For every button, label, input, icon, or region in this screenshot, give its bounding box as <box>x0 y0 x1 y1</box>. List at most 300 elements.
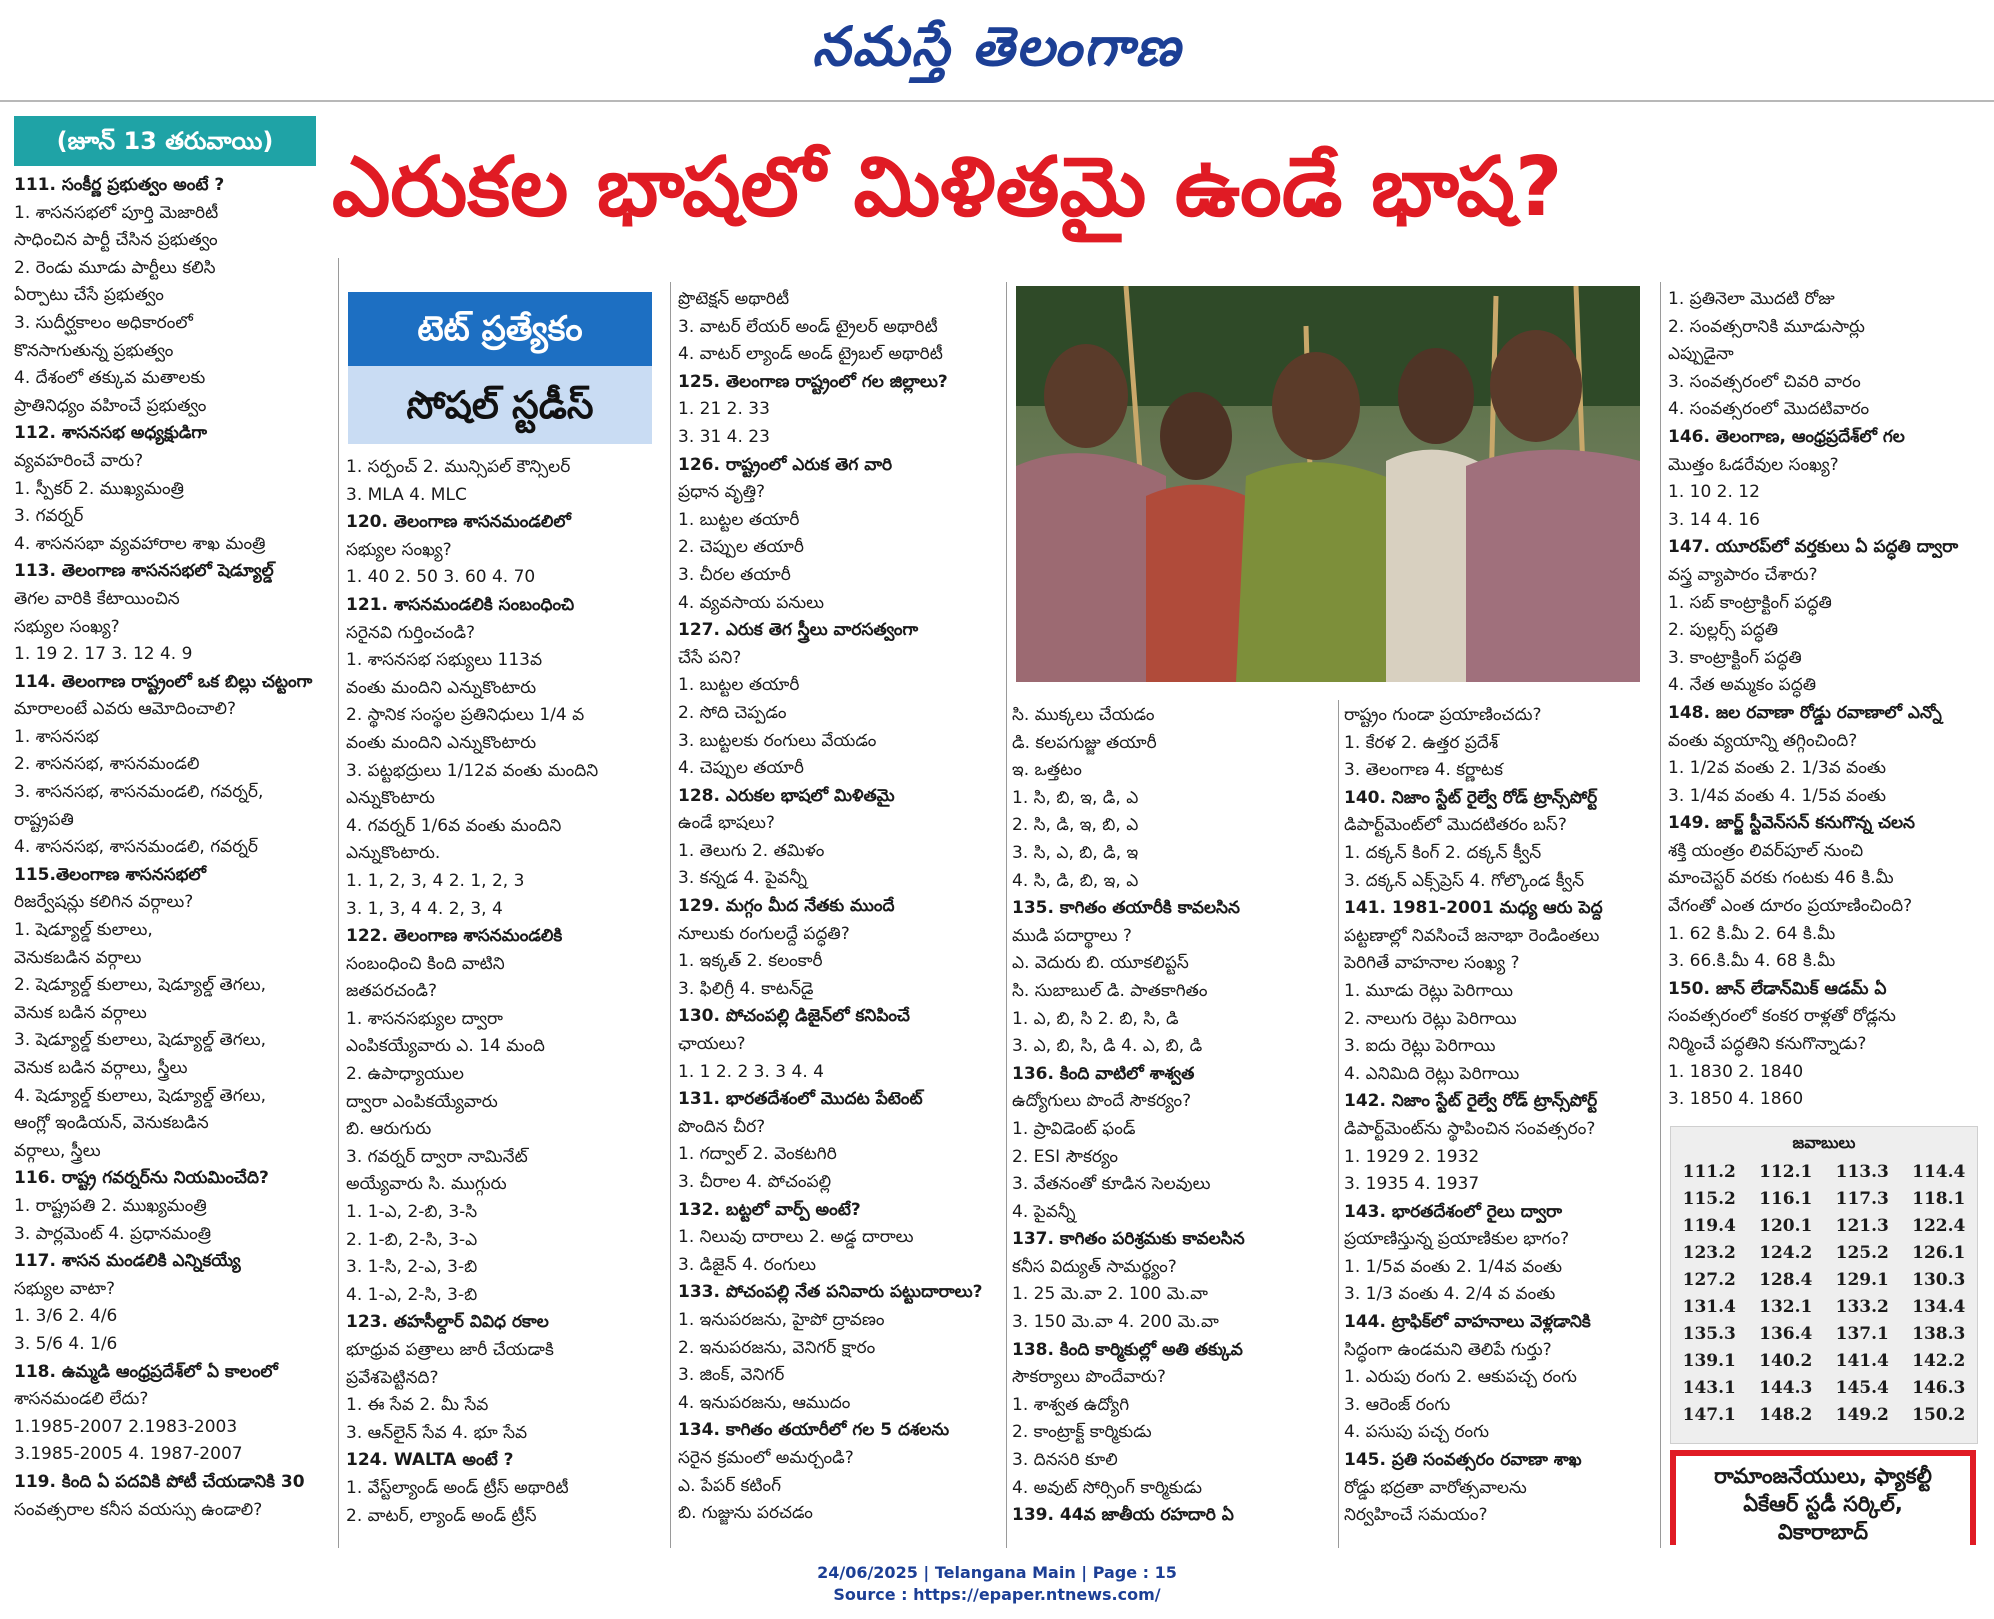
question-line: 4. గవర్నర్ 1/6వ వంతు మందిని <box>346 815 562 836</box>
answer-key-cell: 120.1 <box>1759 1216 1813 1236</box>
answer-key-row <box>1671 1267 1977 1294</box>
question-line: అయ్యేవారు సి. ముగ్గురు <box>346 1174 507 1195</box>
question-line: వెనుక బడిన వర్గాలు, స్త్రీలు <box>14 1058 188 1078</box>
question-line: 4. దేశంలో తక్కువ మతాలకు <box>14 368 206 389</box>
question-line: 3. ఐదు రెట్లు పెరిగాయి <box>1344 1036 1496 1057</box>
answer-key-row <box>1671 1348 1977 1375</box>
question-line: 3. వేతనంతో కూడిన సెలవులు <box>1012 1174 1211 1195</box>
question-line: 3. కాంట్రాక్టింగ్ పద్ధతి <box>1668 647 1802 668</box>
question-line: 1. గద్వాల్ 2. వెంకటగిరి <box>678 1144 837 1165</box>
question-line: 3. కన్నడ 4. పైవన్నీ <box>678 868 807 889</box>
question-text: 111. సంకీర్ణ ప్రభుత్వం అంటే ? <box>14 175 225 195</box>
question-line: 1. 3/6 2. 4/6 <box>14 1306 118 1327</box>
answer-key-cell: 123.2 <box>1682 1243 1736 1263</box>
question-line: 1. ఎరుపు రంగు 2. ఆకుపచ్చ రంగు <box>1344 1367 1577 1388</box>
author-institute: ఏకేఆర్ స్టడీ సర్కిల్, <box>1743 1492 1903 1516</box>
column-divider <box>670 282 671 1548</box>
answer-key-cell: 121.3 <box>1835 1216 1889 1236</box>
question-text: 114. తెలంగాణ రాష్ట్రంలో ఒక బిల్లు చట్టంగా <box>14 671 313 692</box>
answer-key-cell: 124.2 <box>1759 1243 1813 1263</box>
question-line: 3. చీరాల 4. పోచంపల్లి <box>678 1172 832 1192</box>
question-line: సాధించిన పార్టీ చేసిన ప్రభుత్వం <box>14 230 218 251</box>
question-line: 1. 21 2. 33 <box>678 399 770 420</box>
question-line: ప్రాతినిధ్యం వహించే ప్రభుత్వం <box>14 395 207 416</box>
continuation-tag: (జూన్ 13 తరువాయి) <box>14 116 316 166</box>
tet-special-banner: టెట్ ప్రత్యేకం <box>348 292 652 366</box>
question-line: 1. సర్పంచ్ 2. మున్సిపల్ కౌన్సిలర్ <box>346 457 571 477</box>
answer-key-cell: 139.1 <box>1682 1351 1736 1371</box>
question-line: 2. వాటర్, ల్యాండ్ అండ్ ట్రీస్ <box>346 1505 537 1526</box>
question-line: 3. 31 4. 23 <box>678 426 770 447</box>
question-line: 3. సి, ఎ, బి, డి, ఇ <box>1012 842 1139 863</box>
footer-source: Source : https://epaper.ntnews.com/ <box>833 1585 1161 1604</box>
question-text: 123. తహసీల్దార్ వివిధ రకాల <box>346 1312 549 1333</box>
answer-key-cell: 142.2 <box>1912 1351 1966 1371</box>
question-text: 134. కాగితం తయారీలో గల 5 దశలను <box>678 1420 950 1441</box>
answer-key-cell: 128.4 <box>1759 1270 1813 1290</box>
question-line: 3. చీరల తయారీ <box>678 564 791 585</box>
answer-key-cell: 136.4 <box>1759 1324 1813 1344</box>
question-line: పెరిగితే వాహనాల సంఖ్య ? <box>1344 953 1520 974</box>
question-line: సంబంధించి కింది వాటిని <box>346 953 505 974</box>
question-line: 4. నేత అమ్మకం పద్ధతి <box>1668 675 1817 696</box>
question-text: 116. రాష్ట్ర గవర్నర్‌ను నియమించేది? <box>14 1168 269 1189</box>
question-line: సిద్ధంగా ఉండమని తెలిపే గుర్తు? <box>1344 1339 1552 1360</box>
question-text: 147. యూరప్‌లో వర్తకులు ఏ పద్ధతి ద్వారా <box>1668 537 1959 558</box>
question-line: 3. డిజైన్ 4. రంగులు <box>678 1254 817 1275</box>
page-footer <box>0 1562 1994 1606</box>
question-text: 138. కింది కార్మికుల్లో అతి తక్కువ <box>1012 1339 1243 1360</box>
question-text: 139. 44వ జాతీయ రహదారి ఏ <box>1012 1505 1234 1526</box>
question-line: 4. పసుపు పచ్చ రంగు <box>1344 1422 1489 1443</box>
question-line: 2. చెప్పుల తయారీ <box>678 537 804 558</box>
question-line: ఇ. ఒత్తటం <box>1012 760 1082 781</box>
question-line: ఉద్యోగులు పొందే సౌకర్యం? <box>1012 1091 1192 1112</box>
question-line: 1. శాశ్వత ఉద్యోగి <box>1012 1394 1130 1415</box>
question-line: నిర్వహించే సమయం? <box>1344 1505 1488 1526</box>
question-text: 118. ఉమ్మడి ఆంధ్రప్రదేశ్‌లో ఏ కాలంలో <box>14 1361 278 1382</box>
question-line: 2. కాంట్రాక్ట్ కార్మికుడు <box>1012 1422 1152 1443</box>
answer-key-cell: 122.4 <box>1912 1216 1966 1236</box>
question-line: 1. కేరళ 2. ఉత్తర ప్రదేశ్ <box>1344 732 1499 753</box>
question-text: 115.తెలంగాణ శాసనసభలో <box>14 864 206 885</box>
question-line: వస్త్ర వ్యాపారం చేశారు? <box>1668 564 1818 585</box>
question-line: 1. 10 2. 12 <box>1668 482 1760 503</box>
question-line: వంతు మందిని ఎన్నుకొంటారు <box>346 732 537 753</box>
question-line: 1. సి, బి, ఇ, డి, ఎ <box>1012 787 1139 808</box>
question-line: 1. ఇనుపరజను, హైపో ద్రావణం <box>678 1309 885 1330</box>
question-line: 3. బుట్టలకు రంగులు వేయడం <box>678 730 877 751</box>
question-line: 3. 1-సి, 2-ఎ, 3-బి <box>346 1257 478 1278</box>
question-line: ఎ. పేపర్ కటింగ్ <box>678 1475 782 1496</box>
masthead-divider <box>0 100 1994 102</box>
question-line: 1.1985-2007 2.1983-2003 <box>14 1416 238 1437</box>
question-line: ప్రవేశపెట్టినది? <box>346 1367 439 1388</box>
question-line: 1. ఈ సేవ 2. మీ సేవ <box>346 1395 489 1416</box>
answer-key-cell: 111.2 <box>1682 1162 1736 1182</box>
question-line: ప్రయాణిస్తున్న ప్రయాణికుల భాగం? <box>1344 1229 1570 1250</box>
question-line: సభ్యుల సంఖ్య? <box>346 539 452 560</box>
column-divider <box>1338 700 1339 1548</box>
question-line: 3. పార్లమెంట్ 4. ప్రధానమంత్రి <box>14 1223 212 1244</box>
question-line: భూధ్రువ పత్రాలు జారీ చేయడాకి <box>346 1340 554 1360</box>
question-line: 1. షెడ్యూల్డ్ కులాలు, <box>14 920 153 941</box>
question-line: 3. గవర్నర్ <box>14 506 84 527</box>
question-line: 3. సుదీర్ఘకాలం అధికారంలో <box>14 312 193 333</box>
question-line: 3. 1/4వ వంతు 4. 1/5వ వంతు <box>1668 785 1886 806</box>
column-divider <box>338 258 339 1548</box>
question-line: 3. జింక్, వెనిగర్ <box>678 1365 785 1386</box>
subject-banner: సోషల్ స్టడీస్ <box>348 366 652 444</box>
question-line: వేగంతో ఎంత దూరం ప్రయాణించింది? <box>1668 896 1913 917</box>
question-line: 3. పట్టభద్రులు 1/12వ వంతు మందిని <box>346 760 599 781</box>
question-line: 3. 66.కి.మీ 4. 68 కి.మీ <box>1668 951 1836 972</box>
question-line: 1. ప్రావిడెంట్ ఫండ్ <box>1012 1118 1136 1139</box>
article-column-2 <box>346 454 668 1554</box>
question-line: 1. శాసనసభలో పూర్తి మెజారిటీ <box>14 202 219 223</box>
question-line: 1. 1830 2. 1840 <box>1668 1061 1804 1082</box>
answer-key-cell: 141.4 <box>1835 1351 1889 1371</box>
question-text: 119. కింది ఏ పదవికి పోటీ చేయడానికి 30 <box>14 1471 305 1492</box>
question-text: 126. రాష్ట్రంలో ఎరుక తెగ వారి <box>678 454 893 475</box>
question-line: 4. శాసనసభ, శాసనమండలి, గవర్నర్ <box>14 837 258 858</box>
answer-key-cell: 125.2 <box>1835 1243 1889 1263</box>
answer-key-title: జవాబులు <box>1792 1133 1856 1152</box>
question-line: సి. సుబాబుల్ డి. పాతకాగితం <box>1012 980 1208 1001</box>
question-line: వర్గాలు, స్త్రీలు <box>14 1140 101 1161</box>
answer-key-row <box>1671 1294 1977 1321</box>
question-text: 127. ఎరుక తెగ స్త్రీలు వారసత్వంగా <box>678 620 919 641</box>
question-line: 1. దక్కన్ కింగ్ 2. దక్కన్ క్వీన్ <box>1344 842 1542 863</box>
question-line: బి. ఆరుగురు <box>346 1119 432 1140</box>
article-column-1 <box>14 172 334 1552</box>
question-line: సి. ముక్కలు చేయడం <box>1012 705 1155 725</box>
question-text: 133. పోచంపల్లి నేత పనివారు పట్టుదారాలు? <box>678 1282 983 1303</box>
answer-key-cell: 150.2 <box>1912 1405 1966 1425</box>
question-line: ద్వారా ఎంపికయ్యేవారు <box>346 1091 498 1112</box>
newspaper-logo: నమస్తే తెలంగాణ <box>812 14 1182 78</box>
question-line: 3. తెలంగాణ 4. కర్ణాటక <box>1344 760 1504 781</box>
answer-key-grid <box>1671 1159 1977 1429</box>
question-line: 4. 1-ఎ, 2-సి, 3-బి <box>346 1284 478 1305</box>
question-line: 1. రాష్ట్రపతి 2. ముఖ్యమంత్రి <box>14 1195 207 1216</box>
question-line: ప్రొటెక్షన్ అథారిటీ <box>678 289 790 309</box>
question-line: శక్తి యంత్రం లివర్‌పూల్ నుంచి <box>1668 840 1864 861</box>
answer-key-cell: 145.4 <box>1835 1378 1889 1398</box>
question-line: సరైన క్రమంలో అమర్చండి? <box>678 1447 854 1468</box>
question-line: 3. ఎ, బి, సి, డి 4. ఎ, బి, డి <box>1012 1036 1203 1057</box>
question-line: ఎంపికయ్యేవారు ఎ. 14 మంది <box>346 1036 545 1057</box>
question-line: మారాలంటే ఎవరు ఆమోదించాలి? <box>14 699 236 720</box>
question-line: 3. సంవత్సరంలో చివరి వారం <box>1668 371 1861 392</box>
question-line: 3. 14 4. 16 <box>1668 509 1760 530</box>
question-text: 135. కాగితం తయారీకి కావలసిన <box>1012 898 1240 919</box>
author-credit <box>1670 1450 1976 1545</box>
question-line: 1. తెలుగు 2. తమిళం <box>678 840 825 861</box>
question-line: 3.1985-2005 4. 1987-2007 <box>14 1444 243 1465</box>
answer-key-cell: 127.2 <box>1682 1270 1736 1290</box>
question-text: 125. తెలంగాణ రాష్ట్రంలో గల జిల్లాలు? <box>678 371 948 392</box>
answer-key-cell: 134.4 <box>1912 1297 1966 1317</box>
answer-key-cell: 140.2 <box>1759 1351 1813 1371</box>
question-text: 150. జాన్ లేడాన్‌మిక్ ఆడమ్ ఏ <box>1668 978 1887 999</box>
column-divider <box>1006 282 1007 1548</box>
question-line: 3. గవర్నర్ ద్వారా నామినేట్ <box>346 1146 528 1167</box>
question-line: రోడ్డు భద్రతా వారోత్సవాలను <box>1344 1477 1527 1498</box>
question-line: ఎప్పుడైనా <box>1668 344 1734 365</box>
photo-illustration <box>1016 286 1640 682</box>
answer-key-row <box>1671 1186 1977 1213</box>
answer-key-cell: 147.1 <box>1682 1405 1736 1425</box>
article-column-5 <box>1344 702 1658 1552</box>
question-text: 132. బట్టలో వార్ప్ అంటే? <box>678 1199 861 1220</box>
question-text: 137. కాగితం పరిశ్రమకు కావలసిన <box>1012 1229 1245 1250</box>
answer-key-cell: 148.2 <box>1759 1405 1813 1425</box>
question-text: 120. తెలంగాణ శాసనమండలిలో <box>346 512 571 533</box>
question-line: రిజర్వేషన్లు కలిగిన వర్గాలు? <box>14 892 194 913</box>
question-line: 3. MLA 4. MLC <box>346 484 467 505</box>
question-line: కనీస విద్యుత్ సామర్థ్యం? <box>1012 1256 1177 1277</box>
question-line: తెగల వారికి కేటాయించిన <box>14 588 180 609</box>
question-line: 1. శాసనసభ్యుల ద్వారా <box>346 1008 503 1029</box>
question-line: 1. 62 కి.మీ 2. 64 కి.మీ <box>1668 923 1836 944</box>
question-line: వెనుక బడిన వర్గాలు <box>14 1002 147 1023</box>
question-line: 1. 19 2. 17 3. 12 4. 9 <box>14 644 193 665</box>
answer-key-row <box>1671 1375 1977 1402</box>
question-line: 3. ఆరెంజ్ రంగు <box>1344 1394 1451 1415</box>
question-line: 3. వాటర్ లేయర్ అండ్ ట్రైలర్ అథారిటీ <box>678 316 938 337</box>
answer-key-cell: 115.2 <box>1682 1189 1736 1209</box>
answer-key-cell: 114.4 <box>1912 1162 1966 1182</box>
answer-key-cell: 138.3 <box>1912 1324 1966 1344</box>
question-line: 3. 1850 4. 1860 <box>1668 1089 1804 1110</box>
question-line: 4. చెప్పుల తయారీ <box>678 758 804 779</box>
answer-key-cell: 113.3 <box>1835 1162 1889 1182</box>
question-line: ముడి పదార్థాలు ? <box>1012 925 1132 946</box>
question-line: 4. శాసనసభా వ్యవహారాల శాఖ మంత్రి <box>14 533 266 554</box>
answer-key-row <box>1671 1240 1977 1267</box>
question-text: 143. భారతదేశంలో రైలు ద్వారా <box>1344 1201 1563 1222</box>
question-line: 3. శాసనసభ, శాసనమండలి, గవర్నర్, <box>14 782 264 803</box>
question-text: 117. శాసన మండలికి ఎన్నికయ్యే <box>14 1251 241 1272</box>
question-line: 1. స్పీకర్ 2. ముఖ్యమంత్రి <box>14 478 184 499</box>
footer-date-page: 24/06/2025 | Telangana Main | Page : 15 <box>817 1563 1177 1582</box>
question-line: 1. 1/5వ వంతు 2. 1/4వ వంతు <box>1344 1256 1562 1277</box>
question-line: ప్రధాన వృత్తి? <box>678 482 766 503</box>
question-line: 1. ఇక్కత్ 2. కలంకారీ <box>678 951 823 972</box>
question-line: 3. 1/3 వంతు 4. 2/4 వ వంతు <box>1344 1284 1556 1305</box>
question-line: 1. మూడు రెట్లు పెరిగాయి <box>1344 980 1514 1001</box>
question-line: 1. శాసనసభ <box>14 726 99 747</box>
question-text: 112. శాసనసభ అధ్యక్షుడిగా <box>14 423 208 444</box>
question-text: 141. 1981-2001 మధ్య ఆరు పెద్ద <box>1344 898 1603 919</box>
question-text: 148. జల రవాణా రోడ్డు రవాణాలో ఎన్నో <box>1668 702 1942 723</box>
question-line: 1. బుట్టల తయారీ <box>678 675 800 696</box>
question-line: రాష్ట్రపతి <box>14 809 74 830</box>
author-place: వికారాబాద్ <box>1777 1520 1869 1544</box>
question-line: 3. ఫిలిగ్రీ 4. కాటన్‌డై <box>678 978 814 999</box>
question-line: 3. 1, 3, 4 4. 2, 3, 4 <box>346 898 503 919</box>
question-line: 4. పైవన్నీ <box>1012 1201 1076 1222</box>
answer-key-cell: 126.1 <box>1912 1243 1966 1263</box>
question-line: 1. 1929 2. 1932 <box>1344 1146 1480 1167</box>
question-line: చేసే పని? <box>678 647 742 668</box>
question-line: పొందిన చీర? <box>678 1116 766 1137</box>
question-line: 2. పుల్లర్స్ పద్ధతి <box>1668 620 1779 641</box>
question-line: సభ్యుల వాటా? <box>14 1278 116 1299</box>
answer-key-cell: 146.3 <box>1912 1378 1966 1398</box>
question-text: 142. నిజాం స్టేట్ రైల్వే రోడ్ ట్రాన్స్‌పోర్ట్ <box>1344 1091 1598 1112</box>
question-line: సరైనవి గుర్తించండి? <box>346 622 476 643</box>
question-line: 4. సి, డి, బి, ఇ, ఎ <box>1012 870 1139 891</box>
answer-key-row <box>1671 1213 1977 1240</box>
answer-key-cell: 132.1 <box>1759 1297 1813 1317</box>
question-line: శాసనమండలి లేదు? <box>14 1389 149 1410</box>
question-line: 2. ఇనుపరజను, వెనిగర్ క్షారం <box>678 1337 876 1358</box>
answer-key-row <box>1671 1321 1977 1348</box>
question-line: 1. నిలువు దారాలు 2. అడ్డ దారాలు <box>678 1227 914 1248</box>
question-line: మొత్తం ఓడరేవుల సంఖ్య? <box>1668 454 1839 475</box>
question-line: 2. 1-బి, 2-సి, 3-ఎ <box>346 1229 478 1250</box>
question-text: 144. ట్రాఫిక్‌లో వాహనాలు వెళ్లడానికి <box>1344 1312 1591 1333</box>
column-divider <box>1660 282 1661 1548</box>
question-line: ఏర్పాటు చేసే ప్రభుత్వం <box>14 285 164 306</box>
question-line: జతపరచండి? <box>346 981 437 1002</box>
question-text: 122. తెలంగాణ శాసనమండలికి <box>346 926 563 947</box>
question-line: 4. వాటర్ ల్యాండ్ అండ్ ట్రైబల్ అథారిటీ <box>678 344 943 365</box>
question-line: సంవత్సరాల కనీస వయస్సు ఉండాలి? <box>14 1499 263 1520</box>
question-line: 4. షెడ్యూల్డ్ కులాలు, షెడ్యూల్డ్ తెగలు, <box>14 1085 266 1106</box>
question-line: వంతు మందిని ఎన్నుకొంటారు <box>346 677 537 698</box>
tribal-women-photo <box>1016 286 1640 682</box>
answer-key-box <box>1670 1126 1978 1444</box>
question-text: 140. నిజాం స్టేట్ రైల్వే రోడ్ ట్రాన్స్‌పోర్ట్ <box>1344 787 1598 808</box>
question-line: 4. సంవత్సరంలో మొదటివారం <box>1668 399 1870 420</box>
question-line: సౌకర్యాలు పొందేవారు? <box>1012 1367 1166 1388</box>
answer-key-cell: 135.3 <box>1682 1324 1736 1344</box>
question-text: 131. భారతదేశంలో మొదట పేటెంట్ <box>678 1089 923 1110</box>
question-line: వంతు వ్యయాన్ని తగ్గించింది? <box>1668 730 1858 751</box>
question-line: 2. నాలుగు రెట్లు పెరిగాయి <box>1344 1008 1517 1029</box>
question-line: 1. ఎ, బి, సి 2. బి, సి, డి <box>1012 1008 1179 1029</box>
question-line: 4. వ్యవసాయ పనులు <box>678 592 825 613</box>
question-line: ఎన్నుకొంటారు <box>346 788 435 809</box>
question-text: 129. మగ్గం మీద నేతకు ముందే <box>678 896 895 917</box>
question-line: పట్టణాల్లో నివసించే జనాభా రెండింతలు <box>1344 925 1600 946</box>
question-line: నూలుకు రంగులద్దే పద్ధతి? <box>678 923 850 944</box>
question-line: రాష్ట్రం గుండా ప్రయాణించదు? <box>1344 705 1542 725</box>
headline: ఎరుకల భాషలో మిళితమై ఉండే భాష? <box>332 140 1563 235</box>
question-line: ఎ. వెదురు బి. యూకలిప్టస్ <box>1012 953 1189 974</box>
author-name: రామాంజనేయులు, ఫ్యాకల్టీ <box>1714 1464 1932 1488</box>
question-line: 4. ఎనిమిది రెట్లు పెరిగాయి <box>1344 1063 1520 1084</box>
question-line: ఛాయలు? <box>678 1034 746 1055</box>
masthead <box>0 0 1994 100</box>
question-text: 145. ప్రతి సంవత్సరం రవాణా శాఖ <box>1344 1450 1582 1471</box>
answer-key-cell: 119.4 <box>1682 1216 1736 1236</box>
question-line: 1. బుట్టల తయారీ <box>678 509 800 530</box>
question-line: మాంచెస్టర్ వరకు గంటకు 46 కి.మీ <box>1668 868 1894 889</box>
question-line: 2. ESI సౌకర్యం <box>1012 1146 1118 1167</box>
question-line: 3. ఆన్‌లైన్ సేవ 4. భూ సేవ <box>346 1422 528 1443</box>
question-text: 124. WALTA అంటే ? <box>346 1450 514 1471</box>
question-line: ఆంగ్లో ఇండియన్, వెనుకబడిన <box>14 1113 209 1134</box>
question-line: 2. స్థానిక సంస్థల ప్రతినిధులు 1/4 వ <box>346 705 585 726</box>
question-line: 3. దినసరి కూలి <box>1012 1450 1118 1471</box>
question-line: 2. షెడ్యూల్డ్ కులాలు, షెడ్యూల్డ్ తెగలు, <box>14 975 266 996</box>
question-line: 3. 150 మె.వా 4. 200 మె.వా <box>1012 1312 1219 1333</box>
question-line: 2. రెండు మూడు పార్టీలు కలిసి <box>14 257 216 278</box>
question-line: వ్యవహరించే వారు? <box>14 450 144 471</box>
question-line: 2. సి, డి, ఇ, బి, ఎ <box>1012 815 1139 836</box>
answer-key-cell: 117.3 <box>1835 1189 1889 1209</box>
question-line: ఉండే భాషలు? <box>678 813 775 834</box>
question-text: 146. తెలంగాణ, ఆంధ్రప్రదేశ్‌లో గల <box>1668 426 1905 447</box>
question-line: సంవత్సరంలో కంకర రాళ్లతో రోడ్లను <box>1668 1006 1896 1027</box>
answer-key-cell: 130.3 <box>1912 1270 1966 1290</box>
question-text: 136. కింది వాటిలో శాశ్వత <box>1012 1063 1195 1084</box>
answer-key-cell: 131.4 <box>1682 1297 1736 1317</box>
question-line: ఎన్నుకొంటారు. <box>346 843 441 864</box>
article-column-3 <box>678 286 1004 1552</box>
answer-key-cell: 149.2 <box>1835 1405 1889 1425</box>
question-line: 1. 40 2. 50 3. 60 4. 70 <box>346 567 536 588</box>
question-line: 1. 1, 2, 3, 4 2. 1, 2, 3 <box>346 870 525 891</box>
question-line: డి. కలపగుజ్జు తయారీ <box>1012 732 1157 753</box>
question-line: 2. సంవత్సరానికి మూడుసార్లు <box>1668 316 1865 337</box>
question-line: వెనుకబడిన వర్గాలు <box>14 947 142 968</box>
question-line: 1. 1-ఎ, 2-బి, 3-సి <box>346 1202 478 1223</box>
question-line: నిర్మించే పద్ధతిని కనుగొన్నాడు? <box>1668 1034 1867 1055</box>
question-line: 1. 25 మె.వా 2. 100 మె.వా <box>1012 1284 1208 1305</box>
question-line: డిపార్ట్‌మెంట్‌లో మొదటితరం బస్? <box>1344 815 1567 836</box>
question-line: 1. శాసనసభ సభ్యులు 113వ <box>346 650 543 671</box>
question-line: 3. షెడ్యూల్డ్ కులాలు, షెడ్యూల్డ్ తెగలు, <box>14 1030 266 1051</box>
question-line: 2. శాసనసభ, శాసనమండలి <box>14 754 200 775</box>
question-line: 3. 5/6 4. 1/6 <box>14 1333 118 1354</box>
answer-key-cell: 137.1 <box>1835 1324 1889 1344</box>
question-line: 4. అవుట్ సోర్సింగ్ కార్మికుడు <box>1012 1477 1203 1498</box>
question-text: 113. తెలంగాణ శాసనసభలో షెడ్యూల్డ్ <box>14 561 274 582</box>
question-line: 3. దక్కన్ ఎక్స్‌ప్రెస్ 4. గోల్కొండ క్వీన్ <box>1344 870 1585 891</box>
answer-key-cell: 129.1 <box>1835 1270 1889 1290</box>
question-line: 1. 1/2వ వంతు 2. 1/3వ వంతు <box>1668 758 1886 779</box>
answer-key-cell: 116.1 <box>1759 1189 1813 1209</box>
answer-key-row <box>1671 1159 1977 1186</box>
answer-key-row <box>1671 1402 1977 1429</box>
question-line: 1. వేస్ట్‌ల్యాండ్ అండ్ ట్రీస్ అథారిటీ <box>346 1477 569 1498</box>
question-line: 2. ఉపాధ్యాయుల <box>346 1064 464 1085</box>
question-line: 2. సోది చెప్పడం <box>678 702 787 723</box>
answer-key-cell: 143.1 <box>1682 1378 1736 1398</box>
question-line: 1. 1 2. 2 3. 3 4. 4 <box>678 1061 824 1082</box>
question-line: 4. ఇనుపరజను, ఆముదం <box>678 1392 851 1413</box>
question-line: 1. ప్రతినెలా మొదటి రోజు <box>1668 289 1835 309</box>
answer-key-cell: 133.2 <box>1835 1297 1889 1317</box>
question-text: 130. పోచంపల్లి డిజైన్‌లో కనిపించే <box>678 1006 910 1027</box>
question-line: సభ్యుల సంఖ్య? <box>14 616 120 637</box>
answer-key-cell: 144.3 <box>1759 1378 1813 1398</box>
question-line: బి. గుజ్జును పరచడం <box>678 1503 813 1524</box>
question-line: కొనసాగుతున్న ప్రభుత్వం <box>14 340 174 361</box>
answer-key-cell: 112.1 <box>1759 1162 1813 1182</box>
article-column-6 <box>1668 286 1988 1126</box>
article-column-4 <box>1012 702 1336 1552</box>
answer-key-cell: 118.1 <box>1912 1189 1966 1209</box>
question-text: 149. జార్జ్ స్టీవెన్‌సన్ కనుగొన్న చలన <box>1668 813 1915 834</box>
question-text: 121. శాసనమండలికి సంబంధించి <box>346 594 575 615</box>
question-text: 128. ఎరుకల భాషలో మిళితమై <box>678 785 895 806</box>
